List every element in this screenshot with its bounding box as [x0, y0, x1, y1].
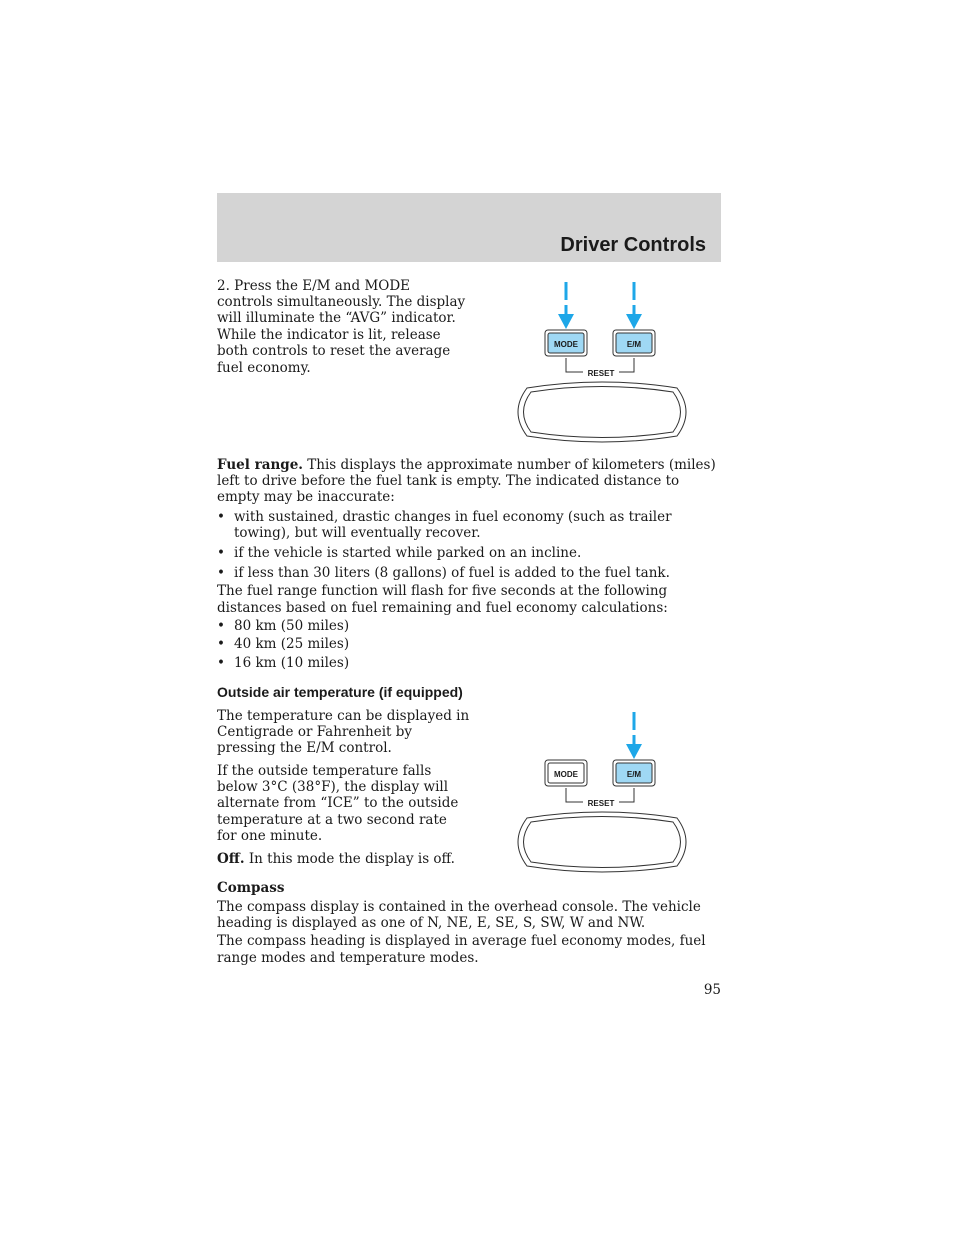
bullet-icon: • [217, 565, 225, 581]
temperature-diagram [505, 708, 700, 876]
list-item [217, 618, 517, 636]
fuel-range-lead: Fuel range. [217, 457, 303, 473]
oat-line: temperature at a two second rate [217, 812, 447, 828]
oat-line: for one minute. [217, 828, 323, 844]
step2-line: fuel economy. [217, 360, 311, 376]
list-item [217, 509, 697, 543]
section-title: Driver Controls [560, 234, 706, 256]
list-item-text: towing), but will eventually recover. [234, 525, 481, 541]
off-text: In this mode the display is off. [244, 851, 455, 867]
bullet-icon: • [217, 509, 225, 525]
compass-line: range modes and temperature modes. [217, 950, 479, 966]
oat-line: Centigrade or Fahrenheit by [217, 724, 413, 740]
reset-label: RESET [587, 369, 615, 378]
compass-line: The compass display is contained in the overhead console. The vehicle [217, 899, 701, 915]
list-item [217, 636, 517, 654]
em-button[interactable] [613, 760, 655, 786]
list-item-text: if less than 30 liters (8 gallons) of fuel is added to the fuel tank. [234, 565, 670, 581]
section-header [217, 193, 721, 262]
em-button-label: E/M [626, 770, 642, 779]
mode-button-label: MODE [554, 770, 578, 779]
fuel-range-text: This displays the approximate number of kilometers (miles) [302, 457, 716, 473]
off-lead: Off. [217, 851, 245, 867]
oat-heading: Outside air temperature (if equipped) [217, 684, 463, 700]
list-item-text: 16 km (10 miles) [234, 655, 350, 671]
step2-line: 2. Press the E/M and MODE [217, 278, 411, 294]
list-item-text: if the vehicle is started while parked on an incline. [234, 545, 582, 561]
list-item [217, 545, 697, 563]
oat-line: below 3°C (38°F), the display will [217, 779, 449, 795]
oat-line: alternate from “ICE” to the outside [217, 795, 459, 811]
step2-line: controls simultaneously. The display [217, 294, 466, 310]
fuel-range-line: empty may be inaccurate: [217, 489, 395, 505]
flash-line: The fuel range function will flash for five seconds at the following [217, 583, 668, 599]
mode-button[interactable] [545, 760, 587, 786]
compass-line: The compass heading is displayed in average fuel economy modes, fuel [217, 933, 706, 949]
compass-line: heading is displayed as one of N, NE, E, SE, S, SW, W and NW. [217, 915, 646, 931]
page-number: 95 [703, 982, 721, 998]
arrow-down-icon [558, 282, 574, 329]
list-item-text: 80 km (50 miles) [234, 618, 350, 634]
oat-line: If the outside temperature falls [217, 763, 432, 779]
step2-line: While the indicator is lit, release [217, 327, 441, 343]
arrow-down-icon [626, 712, 642, 759]
compass-heading: Compass [217, 880, 285, 896]
fuel-range-line: left to drive before the fuel tank is empty. The indicated distance to [217, 473, 680, 489]
fuel-range-line [217, 457, 716, 473]
list-item [217, 565, 697, 583]
oat-line: The temperature can be displayed in [217, 708, 470, 724]
step2-line: both controls to reset the average [217, 343, 451, 359]
bullet-icon: • [217, 655, 225, 671]
reset-label: RESET [587, 799, 615, 808]
mode-button-label: MODE [554, 340, 578, 349]
step2-line: will illuminate the “AVG” indicator. [217, 310, 456, 326]
bullet-icon: • [217, 618, 225, 634]
mode-button[interactable] [545, 330, 587, 356]
bullet-icon: • [217, 545, 225, 561]
bullet-icon: • [217, 636, 225, 652]
em-button-label: E/M [626, 340, 642, 349]
display-screen [518, 382, 686, 442]
reset-diagram-both [505, 278, 700, 446]
display-screen [518, 812, 686, 872]
oat-line: pressing the E/M control. [217, 740, 392, 756]
off-line [217, 851, 455, 867]
list-item-text: 40 km (25 miles) [234, 636, 350, 652]
flash-line: distances based on fuel remaining and fuel economy calculations: [217, 600, 668, 616]
arrow-down-icon [626, 282, 642, 329]
em-button[interactable] [613, 330, 655, 356]
list-item-text: with sustained, drastic changes in fuel economy (such as trailer [234, 509, 672, 525]
list-item [217, 655, 517, 673]
